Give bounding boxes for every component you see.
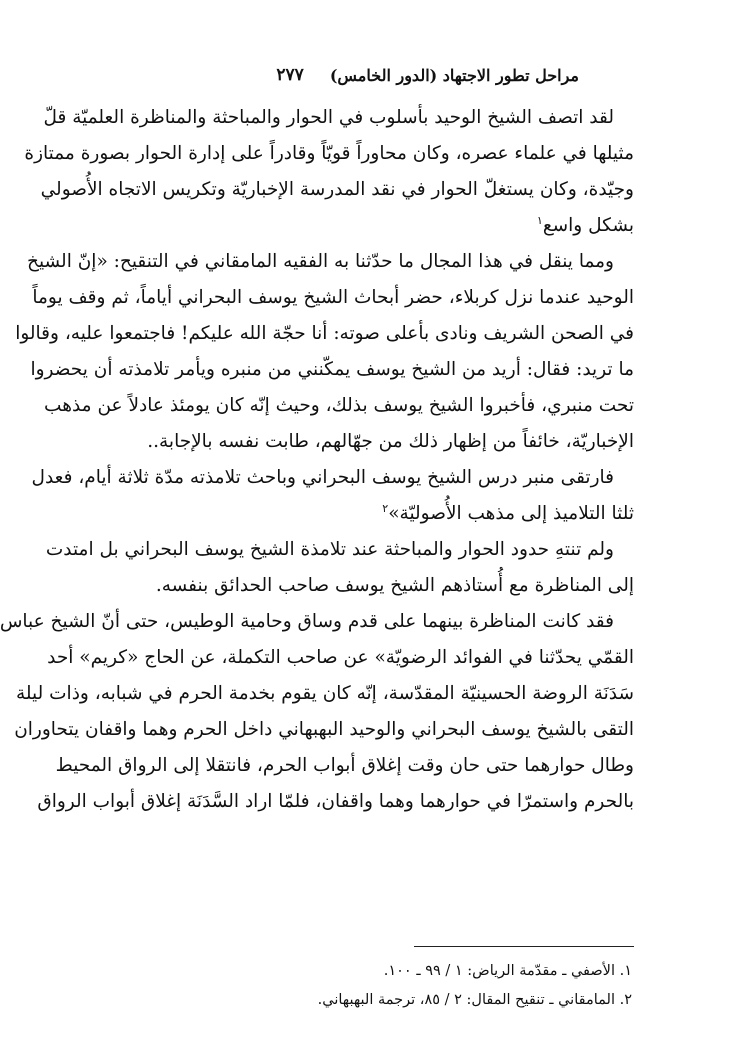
line-text: ولم تنتهِ حدود الحوار والمباحثة عند تلامذة الشيخ يوسف البحراني بل امتدت [45, 539, 614, 560]
line-text: ما تريد: فقال: أريد من الشيخ يوسف يمكّنني من منبره ويأمر تلامذته أن يحضروا [30, 359, 634, 380]
line-text: التقى بالشيخ يوسف البحراني والوحيد البهبهاني داخل الحرم وهما واقفان يتحاوران [14, 719, 634, 740]
footnote-item: ٢. المامقاني ـ تنقيح المقال: ٢ / ٨٥، ترجمة البهبهاني. [317, 992, 632, 1008]
line-text: فقد كانت المناظرة بينهما على قدم وساق وحامية الوطيس، حتى أنّ الشيخ عباس [0, 611, 614, 632]
line-text: ثلثا التلاميذ إلى مذهب الأُصوليّة» [388, 503, 634, 524]
text-line [0, 604, 634, 640]
text-line [44, 388, 634, 424]
line-text: إلى المناظرة مع أُستاذهم الشيخ يوسف صاحب الحدائق بنفسه. [155, 575, 634, 596]
text-line [47, 640, 634, 676]
text-line [43, 100, 634, 136]
text-line [16, 676, 634, 712]
line-text: سَدَنَة الروضة الحسينيّة المقدّسة، إنّه كان يقوم بخدمة الحرم في شبابه، وذات ليلة [16, 683, 634, 704]
line-text: الوحيد عندما نزل كربلاء، حضر أبحاث الشيخ يوسف البحراني أياماً، ثم وقف يوماً [32, 287, 634, 308]
footnote-marker: ١ [536, 213, 543, 227]
text-line [37, 784, 634, 820]
line-text: فارتقى منبر درس الشيخ يوسف البحراني وباحث تلامذته مدّة ثلاثة أيام، فعدل [31, 467, 614, 488]
line-text: القمّي يحدّثنا في الفوائد الرضويّة» عن صاحب التكملة، عن الحاج «كريم» أحد [47, 647, 634, 668]
line-text: في الصحن الشريف ونادى بأعلى صوته: أنا حجّة الله عليكم! فاجتمعوا عليه، وقالوا [15, 323, 634, 344]
line-text: وجيّدة، وكان يستغلّ الحوار في نقد المدرسة الإخباريّة وتكريس الاتجاه الأُصولي [40, 179, 634, 200]
text-line [31, 460, 634, 496]
text-line [90, 568, 634, 604]
text-line [27, 244, 634, 280]
text-line [45, 532, 634, 568]
footnote-item: ١. الأصفي ـ مقدّمة الرياض: ١ / ٩٩ ـ ١٠٠. [383, 963, 632, 979]
running-header [70, 63, 579, 87]
body-text [0, 100, 634, 820]
text-line [30, 352, 634, 388]
line-text: بشكل واسع [542, 215, 634, 236]
text-line [40, 172, 634, 208]
text-line [24, 136, 634, 172]
line-text: لقد اتصف الشيخ الوحيد بأسلوب في الحوار والمباحثة والمناظرة العلميّة قلّ [43, 107, 614, 128]
footnote-marker: ٢ [382, 501, 389, 515]
text-line [90, 208, 634, 244]
chapter-title: مراحل تطور الاجتهاد (الدور الخامس) [329, 65, 579, 85]
line-text: الإخباريّة، خائفاً من إظهار ذلك من جهّالهم، طابت نفسه بالإجابة.. [147, 431, 634, 452]
page-number: ٢٧٧ [276, 65, 304, 85]
text-line [90, 424, 634, 460]
line-text: مثيلها في علماء عصره، وكان محاوراً قويّاً وقادراً على إدارة الحوار بصورة ممتازة [24, 143, 634, 164]
line-text: تحت منبري، فأخبروا الشيخ يوسف بذلك، وحيث إنّه كان يومئذ عادلاً عن مذهب [44, 395, 634, 416]
text-line [90, 496, 634, 532]
text-line [55, 748, 634, 784]
footnote-divider [414, 946, 634, 947]
line-text: وطال حوارهما حتى حان وقت إغلاق أبواب الحرم، فانتقلا إلى الرواق المحيط [55, 755, 634, 776]
text-line [15, 316, 634, 352]
line-text: ومما ينقل في هذا المجال ما حدّثنا به الفقيه المامقاني في التنقيح: «إنّ الشيخ [27, 251, 614, 272]
text-line [32, 280, 634, 316]
footnotes [90, 957, 632, 1015]
line-text: بالحرم واستمرّا في حوارهما وهما واقفان، فلمّا اراد السَّدَنَة إغلاق أبواب الرواق [37, 791, 634, 812]
text-line [14, 712, 634, 748]
